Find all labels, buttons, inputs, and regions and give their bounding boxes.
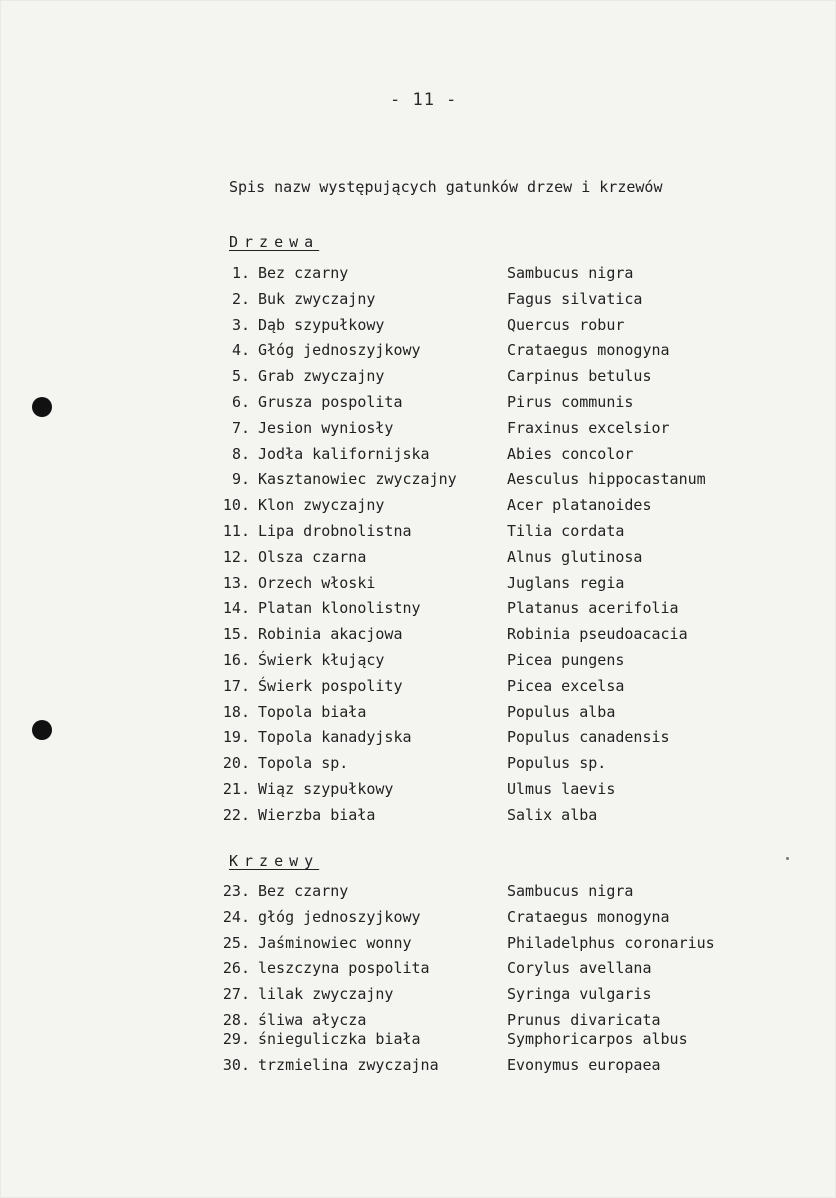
- species-number: 1.: [231, 264, 250, 282]
- species-number: 23.: [222, 882, 250, 900]
- species-number: 13.: [222, 573, 250, 592]
- latin-name: Populus alba: [507, 702, 616, 721]
- polish-name: śnieguliczka biała: [258, 1029, 421, 1048]
- species-number: 2.: [231, 289, 250, 308]
- polish-name: śliwa ałycza: [258, 1010, 367, 1029]
- species-number: 10.: [222, 496, 250, 515]
- polish-name: Grab zwyczajny: [258, 367, 385, 386]
- species-number: 11.: [222, 521, 250, 540]
- polish-name: Topola biała: [258, 702, 367, 721]
- polish-name: Orzech włoski: [258, 573, 376, 592]
- polish-name: Głóg jednoszyjkowy: [258, 341, 421, 360]
- latin-name: Ulmus laevis: [507, 779, 616, 798]
- species-number: 7.: [231, 418, 250, 437]
- polish-name: Topola kanadyjska: [258, 728, 412, 747]
- latin-name: Symphoricarpos albus: [507, 1029, 688, 1048]
- latin-name: Abies concolor: [507, 444, 634, 463]
- species-number: 17.: [222, 676, 250, 695]
- polish-name: leszczyna pospolita: [258, 959, 430, 978]
- latin-name: Tilia cordata: [507, 521, 625, 540]
- page-number: - 11 -: [390, 90, 458, 110]
- species-number: 28.: [222, 1010, 250, 1029]
- latin-name: Quercus robur: [507, 315, 625, 334]
- section-heading-trees: Drzewa: [229, 233, 320, 251]
- latin-name: Populus sp.: [507, 754, 607, 773]
- latin-name: Salix alba: [507, 805, 598, 824]
- polish-name: Platan klonolistny: [258, 599, 421, 618]
- latin-name: Platanus acerifolia: [507, 599, 679, 618]
- species-number: 19.: [222, 728, 250, 747]
- document-title: Spis nazw występujących gatunków drzew i krzewów: [229, 178, 663, 196]
- latin-name: Syringa vulgaris: [507, 985, 652, 1004]
- punch-hole: [32, 720, 52, 740]
- polish-name: Świerk kłujący: [258, 650, 385, 669]
- species-number: 25.: [222, 933, 250, 952]
- latin-name: Fagus silvatica: [507, 289, 643, 308]
- latin-name: Juglans regia: [507, 573, 625, 592]
- polish-name: Wierzba biała: [258, 805, 376, 824]
- polish-name: Lipa drobnolistna: [258, 521, 412, 540]
- latin-name: Populus canadensis: [507, 728, 670, 747]
- polish-name: trzmielina zwyczajna: [258, 1055, 439, 1074]
- polish-name: Jodła kalifornijska: [258, 444, 430, 463]
- latin-name: Robinia pseudoacacia: [507, 625, 688, 644]
- latin-name: Picea excelsa: [507, 676, 625, 695]
- polish-name: lilak zwyczajny: [258, 985, 394, 1004]
- latin-name: Pirus communis: [507, 392, 634, 411]
- polish-name: Bez czarny: [258, 264, 349, 282]
- species-number: 3.: [231, 315, 250, 334]
- species-number: 29.: [222, 1029, 250, 1048]
- polish-name: Wiąz szypułkowy: [258, 779, 394, 798]
- polish-name: Świerk pospolity: [258, 676, 403, 695]
- latin-name: Alnus glutinosa: [507, 547, 643, 566]
- species-number: 5.: [231, 367, 250, 386]
- latin-name: Fraxinus excelsior: [507, 418, 670, 437]
- polish-name: Topola sp.: [258, 754, 349, 773]
- species-number: 12.: [222, 547, 250, 566]
- species-number: 24.: [222, 907, 250, 926]
- polish-name: Kasztanowiec zwyczajny: [258, 470, 457, 489]
- latin-name: Acer platanoides: [507, 496, 652, 515]
- species-number: 4.: [231, 341, 250, 360]
- polish-name: Olsza czarna: [258, 547, 367, 566]
- polish-name: Buk zwyczajny: [258, 289, 376, 308]
- polish-name: Robinia akacjowa: [258, 625, 403, 644]
- species-number: 16.: [222, 650, 250, 669]
- polish-name: Jaśminowiec wonny: [258, 933, 412, 952]
- latin-name: Aesculus hippocastanum: [507, 470, 706, 489]
- species-number: 18.: [222, 702, 250, 721]
- section-heading-shrubs: Krzewy: [229, 852, 320, 870]
- polish-name: Bez czarny: [258, 882, 349, 900]
- latin-name: Crataegus monogyna: [507, 907, 670, 926]
- species-number: 26.: [222, 959, 250, 978]
- species-number: 20.: [222, 754, 250, 773]
- polish-name: Klon zwyczajny: [258, 496, 385, 515]
- polish-name: Dąb szypułkowy: [258, 315, 385, 334]
- species-number: 15.: [222, 625, 250, 644]
- punch-hole: [32, 397, 52, 417]
- polish-name: głóg jednoszyjkowy: [258, 907, 421, 926]
- species-number: 21.: [222, 779, 250, 798]
- latin-name: Evonymus europaea: [507, 1055, 661, 1074]
- paper-speck: [786, 857, 789, 860]
- latin-name: Sambucus nigra: [507, 882, 634, 900]
- species-number: 22.: [222, 805, 250, 824]
- polish-name: Grusza pospolita: [258, 392, 403, 411]
- species-number: 9.: [231, 470, 250, 489]
- latin-name: Carpinus betulus: [507, 367, 652, 386]
- latin-name: Picea pungens: [507, 650, 625, 669]
- latin-name: Philadelphus coronarius: [507, 933, 715, 952]
- polish-name: Jesion wyniosły: [258, 418, 394, 437]
- latin-name: Prunus divaricata: [507, 1010, 661, 1029]
- species-number: 8.: [231, 444, 250, 463]
- species-number: 30.: [222, 1055, 250, 1074]
- latin-name: Sambucus nigra: [507, 264, 634, 282]
- species-number: 6.: [231, 392, 250, 411]
- latin-name: Corylus avellana: [507, 959, 652, 978]
- species-number: 14.: [222, 599, 250, 618]
- latin-name: Crataegus monogyna: [507, 341, 670, 360]
- species-number: 27.: [222, 985, 250, 1004]
